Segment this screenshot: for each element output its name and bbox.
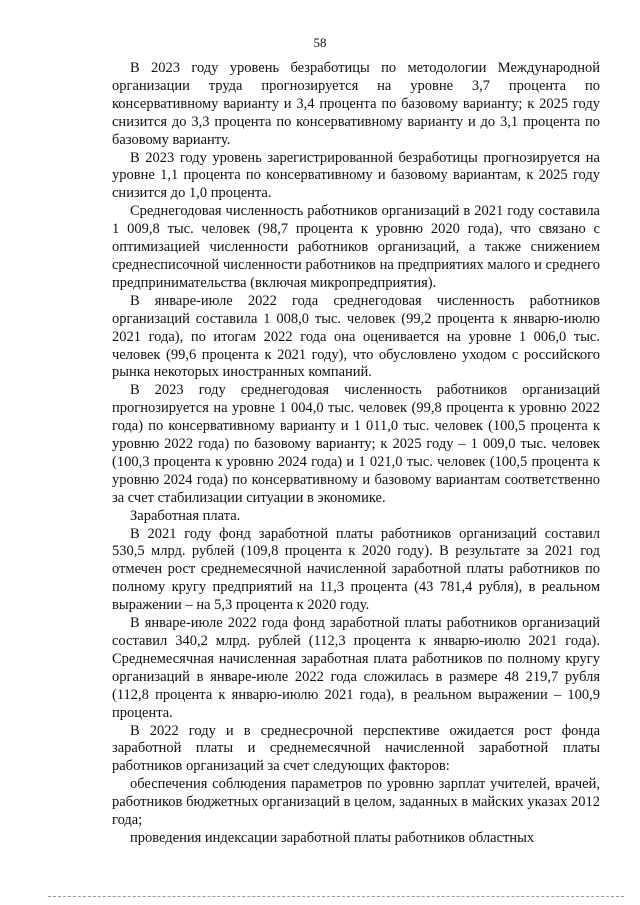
bottom-divider xyxy=(48,896,624,897)
paragraph-employment-forecast: В 2023 году среднегодовая численность работников организаций прогнозируется на уровне 1 004,0 тыс. человек (99,8 процента к уровню 2022 года) по консервативному варианту и 1 011,0 тыс. человек (100,5 процента к уровню 2022 года) по базовому варианту; к 2025 году – 1 009,0 тыс. человек (100,3 процента к уровню 2024 года) и 1 021,0 тыс. человек (100,5 процента к уровню 2024 года) по консервативному и базовому вариантам соответственно за счет стабилизации ситуации в экономике. xyxy=(112,382,600,506)
paragraph-employment-2022: В январе-июле 2022 года среднегодовая численность работников организаций составила 1 008,0 тыс. человек (99,2 процента к январю-июлю 2021 года), по итогам 2022 года она оценивается на уровне 1 006,0 тыс. человек (99,6 процента к 2021 году), что обусловлено уходом с российского рынка некоторых иностранных компаний. xyxy=(112,292,600,381)
paragraph-factor-indexation: проведения индексации заработной платы работников областных xyxy=(130,829,535,846)
paragraph-unemployment-ilo: В 2023 году уровень безработицы по методологии Международной организации труда прогнозируется на уровне 3,7 процента по консервативному варианту и 3,4 процента по базовому варианту; к 2025 году снизится до 3,3 процента по консервативному варианту и до 3,1 процента по базовому варианту. xyxy=(112,60,600,148)
paragraph-wage-growth-factors: В 2022 году и в среднесрочной перспективе ожидается рост фонда заработной платы и среднемесячной начисленной заработной платы работников организаций за счет следующих факторов: xyxy=(112,722,600,775)
paragraph-wages-2021: В 2021 году фонд заработной платы работников организаций составил 530,5 млрд. рублей (109,8 процента к 2020 году). В результате за 2021 год отмечен рост среднемесячной начисленной заработной платы работников по полному кругу предприятий на 11,3 процента (43 781,4 рубля), в реальном выражении – на 5,3 процента к 2020 году. xyxy=(112,525,600,614)
paragraph-employment-2021: Среднегодовая численность работников организаций в 2021 году составила 1 009,8 тыс. человек (98,7 процента к уровню 2020 года), что связано с оптимизацией численности работников организаций, а также снижением среднесписочной численности работников на предприятиях малого и среднего предпринимательства (включая микропредприятия). xyxy=(112,203,600,291)
paragraph-registered-unemployment: В 2023 году уровень зарегистрированной безработицы прогнозируется на уровне 1,1 процента по консервативному и базовому вариантам, к 2025 году снизится до 1,0 процента. xyxy=(112,149,600,202)
paragraph-wages-2022: В январе-июле 2022 года фонд заработной платы работников организаций составил 340,2 млрд. рублей (112,3 процента к январю-июлю 2021 года). Среднемесячная начисленная заработная плата работников по полному кругу организаций в январе-июле 2022 года сложилась в размере 48 219,7 рубля (112,8 процента к январю-июлю 2021 года), в реальном выражении – 100,9 процента. xyxy=(112,615,600,721)
paragraph-factor-may-decrees: обеспечения соблюдения параметров по уровню зарплат учителей, врачей, работников бюджетных организаций в целом, заданных в майских указах 2012 года; xyxy=(112,776,600,829)
document-body xyxy=(112,60,600,848)
page-number: 58 xyxy=(313,35,327,50)
section-heading-wages: Заработная плата. xyxy=(130,507,241,524)
